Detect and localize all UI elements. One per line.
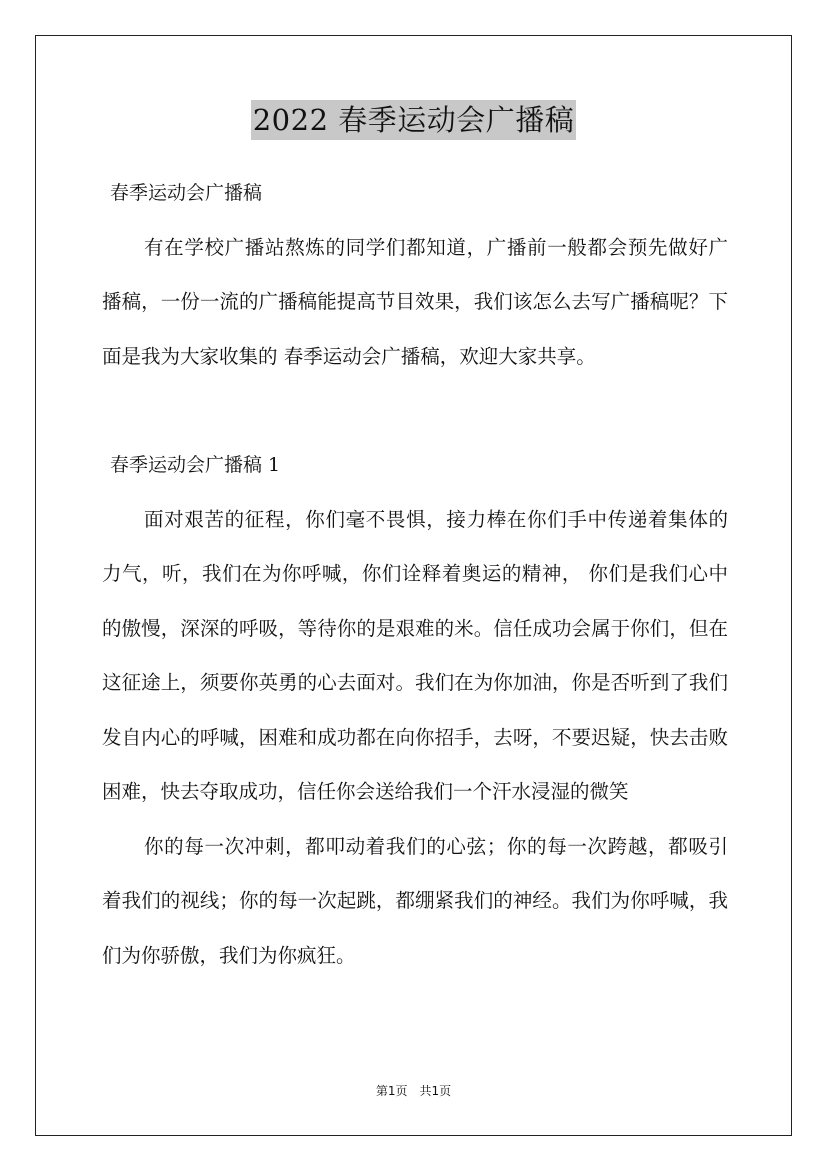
section-heading: 春季运动会广播稿 1 [110, 454, 281, 476]
section-paragraph-1: 面对艰苦的征程，你们毫不畏惧，接力棒在你们手中传递着集体的力气，听，我们在为你呼喊，你们诠释着奥运的精神， 你们是我们心中的傲慢，深深的呼吸，等待你的是艰难的米。信任成功会属于你们，但在这征途上，须要你英勇的心去面对。我们在为你加油，你是否听到了我们发自内心的呼喊，困难和成功都在向你招手，去呀，不要迟疑，快去击败困难，快去夺取成功，信任你会送给我们一个汗水浸湿的微笑 [102, 507, 728, 803]
spacer [102, 384, 728, 438]
section-paragraph-2: 你的每一次冲刺，都叩动着我们的心弦；你的每一次跨越，都吸引着我们的视线；你的每一次起跳，都绷紧我们的神经。我们为你呼喊，我们为你骄傲，我们为你疯狂。 [102, 834, 728, 967]
page-footer: 第1页 共1页 [375, 1084, 452, 1098]
title-container [0, 100, 827, 140]
document-title: 2022 春季运动会广播稿 [251, 100, 577, 140]
intro-paragraph: 有在学校广播站熬炼的同学们都知道，广播前一般都会预先做好广播稿，一份一流的广播稿能提高节目效果，我们该怎么去写广播稿呢？下面是我为大家收集的 春季运动会广播稿，欢迎大家共享。 [102, 235, 728, 368]
subtitle: 春季运动会广播稿 [110, 182, 263, 204]
document-body [102, 166, 728, 983]
